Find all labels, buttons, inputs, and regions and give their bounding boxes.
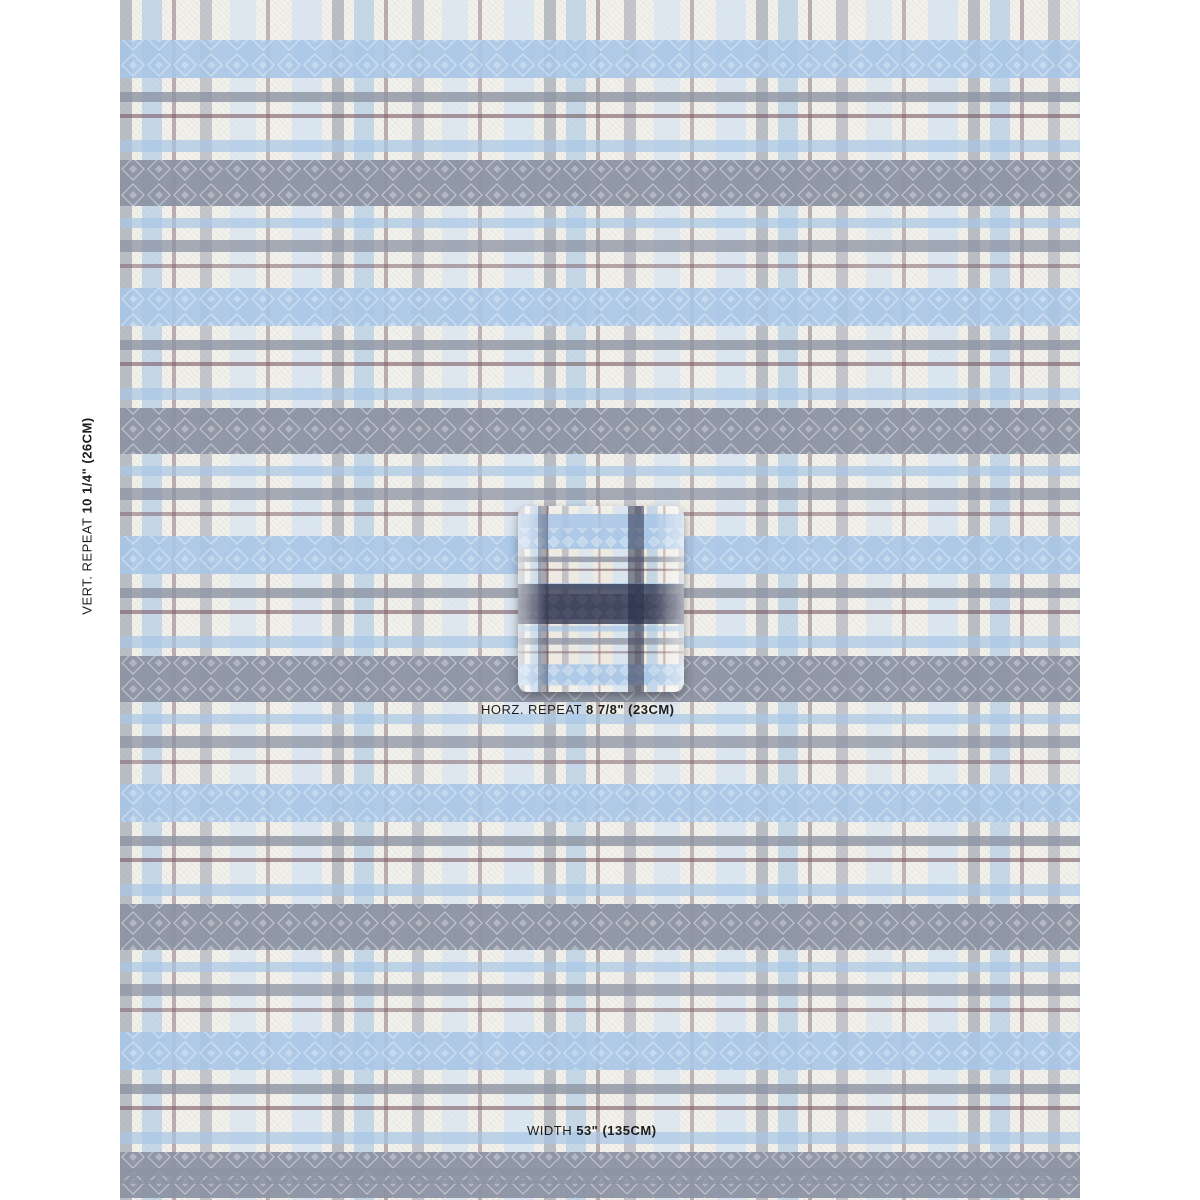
horizontal-stripe (120, 784, 1080, 822)
horizontal-stripe (120, 1008, 1080, 1012)
swatch-sheen (518, 506, 684, 692)
horizontal-repeat-value: 8 7/8" (23CM) (585, 702, 675, 717)
horizontal-stripe (120, 288, 1080, 326)
horizontal-stripe (120, 264, 1080, 268)
horizontal-stripe (120, 904, 1080, 950)
horizontal-stripe (120, 160, 1080, 206)
horizontal-repeat-prefix: HORZ. REPEAT (481, 702, 586, 717)
horizontal-stripe (120, 962, 1080, 972)
horizontal-stripe (120, 340, 1080, 350)
horizontal-stripe (120, 858, 1080, 862)
width-value: 53" (135CM) (576, 1123, 657, 1138)
horizontal-stripe (120, 884, 1080, 896)
horizontal-stripe (120, 140, 1080, 152)
horizontal-stripe (120, 362, 1080, 366)
horizontal-stripe (120, 488, 1080, 500)
horizontal-stripe (120, 92, 1080, 102)
horizontal-stripe (120, 388, 1080, 400)
horizontal-stripe (120, 240, 1080, 252)
horizontal-stripe (120, 218, 1080, 228)
horizontal-stripe (120, 40, 1080, 78)
vertical-repeat-value: 10 1/4" (26CM) (79, 417, 95, 514)
selvedge-stripe (120, 1180, 1080, 1184)
vertical-repeat-label (80, 417, 95, 614)
horizontal-stripe (120, 1032, 1080, 1070)
horizontal-stripe (120, 736, 1080, 748)
vertical-repeat-prefix: VERT. REPEAT (79, 513, 95, 615)
fabric-swatch-thumbnail (518, 506, 684, 692)
width-label (527, 1123, 657, 1138)
width-prefix: WIDTH (527, 1123, 577, 1138)
horizontal-stripe (120, 114, 1080, 118)
selvedge-stripe (120, 1168, 1080, 1176)
horizontal-stripe (120, 466, 1080, 476)
horizontal-stripe (120, 984, 1080, 996)
horizontal-stripe (120, 836, 1080, 846)
horizontal-repeat-label (481, 702, 675, 717)
horizontal-stripe (120, 760, 1080, 764)
horizontal-stripe (120, 1106, 1080, 1110)
horizontal-stripe (120, 1084, 1080, 1094)
horizontal-stripe (120, 408, 1080, 454)
